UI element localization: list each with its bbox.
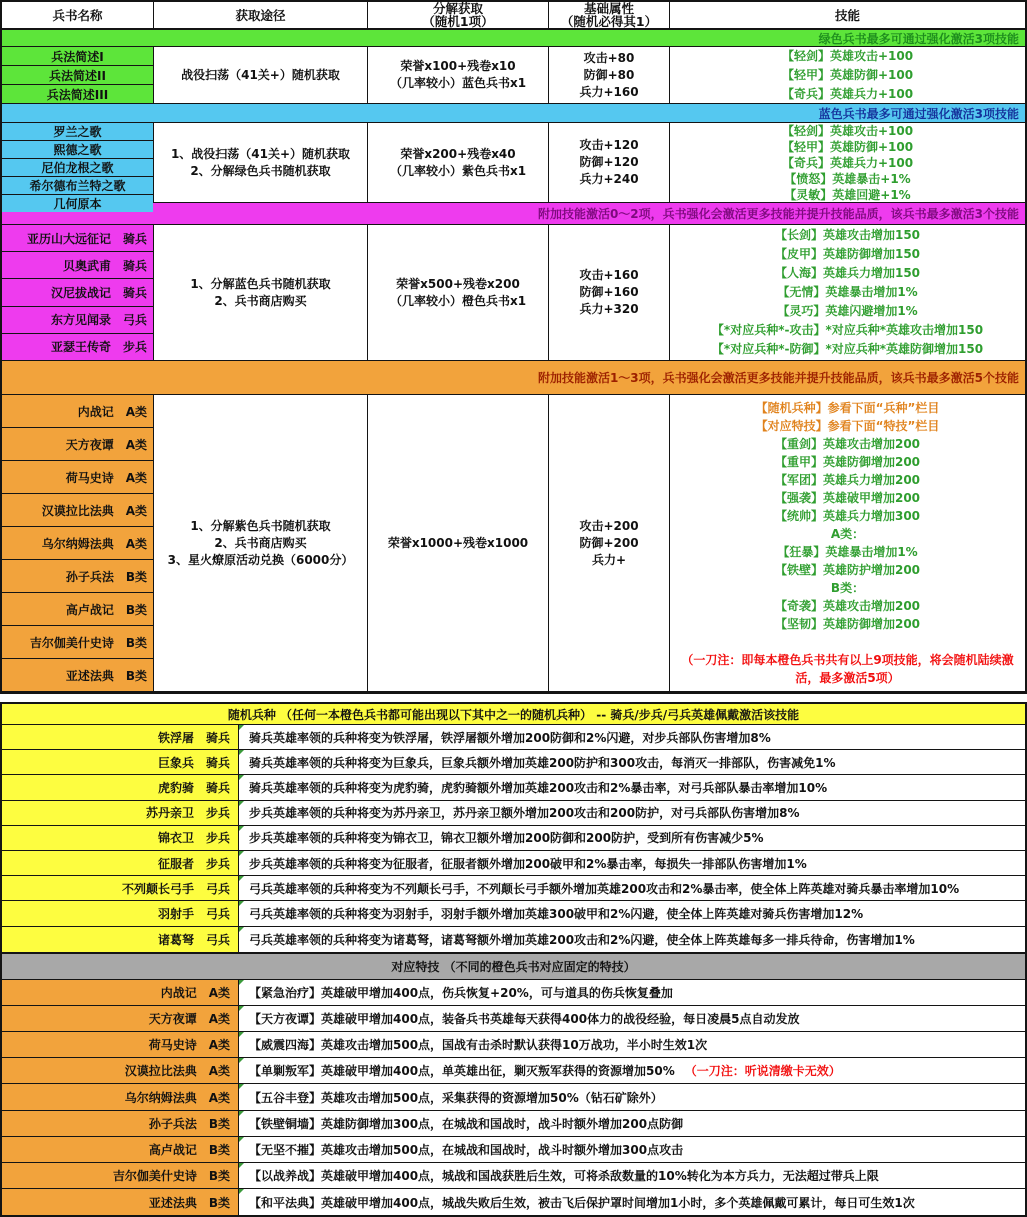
blue-tier-banner: 蓝色兵书最多可通过强化激活3项技能 <box>2 104 1025 123</box>
special-book-class: A类 <box>208 1011 230 1026</box>
special-name-cell <box>2 1111 239 1136</box>
troop-desc: 步兵英雄率领的兵种将变为征服者，征服者额外增加200破甲和2%暴击率，每损失一排部队伤害增加1% <box>249 856 807 871</box>
green-tier-banner: 绿色兵书最多可通过强化激活3项技能 <box>2 30 1025 47</box>
book-cell <box>2 626 153 659</box>
book-type: A类 <box>125 404 147 419</box>
book-cell <box>2 461 153 494</box>
attrs-cell: 攻击+120 防御+120 兵力+240 <box>549 123 670 202</box>
header-base-attrs: 基础属性 （随机必得其1） <box>549 2 670 28</box>
book-name: 熙德之歌 <box>53 143 102 157</box>
book-cell <box>2 428 153 461</box>
book-name: 荷马史诗 <box>65 470 114 485</box>
book-cell <box>2 225 153 252</box>
book-name: 汉尼拔战记 <box>50 286 111 300</box>
special-book-class: B类 <box>208 1169 230 1184</box>
troop-name-cell <box>2 901 239 925</box>
special-desc-cell <box>239 1137 1025 1162</box>
troop-desc: 弓兵英雄率领的兵种将变为不列颠长弓手，不列颠长弓手额外增加英雄200攻击和2%暴击率，使全体上阵英雄对骑兵暴击率增加10% <box>249 881 960 896</box>
special-section-banner: 对应特技 （不同的橙色兵书对应固定的特技） <box>2 954 1025 980</box>
skill-line: 【轻剑】英雄攻击+100 <box>781 48 914 63</box>
book-cell <box>2 560 153 593</box>
special-desc: 【以战养战】英雄破甲增加400点，城战和国战获胜后生效，可将杀敌数量的10%转化为本方兵力，无法超过带兵上限 <box>249 1169 879 1184</box>
skill-line: 【军团】英雄兵力增加200 <box>774 473 921 487</box>
skill-line: 【无情】英雄暴击增加1% <box>777 285 918 299</box>
special-book-name: 荷马史诗 <box>148 1038 197 1053</box>
special-desc-cell <box>239 1032 1025 1057</box>
special-desc-cell <box>239 1111 1025 1136</box>
special-desc: 【天方夜谭】英雄破甲增加400点，装备兵书英雄每天获得400体力的战役经验，每日凌晨5点自动发放 <box>249 1011 800 1026</box>
special-skill-table <box>0 954 1027 1217</box>
skill-line: （一刀注：即每本橙色兵书共有以上9项技能，将会随机陆续激活，最多激活5项） <box>681 653 1014 685</box>
special-desc: 【单剿叛军】英雄破甲增加400点，单英雄出征，剿灭叛军获得的资源增加50% <box>249 1064 675 1079</box>
special-book-class: A类 <box>208 985 230 1000</box>
troop-section-banner: 随机兵种 （任何一本橙色兵书都可能出现以下其中之一的随机兵种） -- 骑兵/步兵/弓兵英雄佩戴激活该技能 <box>2 704 1025 725</box>
book-name: 孙子兵法 <box>65 569 114 584</box>
book-cell <box>2 123 153 141</box>
troop-row <box>2 750 1025 775</box>
book-name: 兵法简述I <box>51 49 104 64</box>
special-name-cell <box>2 1189 239 1215</box>
book-type: B类 <box>125 602 147 617</box>
special-name-cell <box>2 1084 239 1109</box>
troop-desc-cell <box>239 901 1025 925</box>
header-skills: 技能 <box>834 7 860 23</box>
skill-line: 【轻甲】英雄防御+100 <box>781 139 914 154</box>
skills-cell <box>670 225 1025 360</box>
book-cell <box>2 195 153 212</box>
book-name: 罗兰之歌 <box>53 125 102 139</box>
book-name: 兵法简述II <box>49 68 106 83</box>
troop-desc: 弓兵英雄率领的兵种将变为诸葛弩，诸葛弩额外增加英雄200攻击和2%闪避，使全体上阵英雄每多一排兵待命，伤害增加1% <box>249 932 915 947</box>
skill-line: 【人海】英雄兵力增加150 <box>774 266 921 280</box>
book-name: 吉尔伽美什史诗 <box>29 635 114 650</box>
troop-class: 弓兵 <box>205 881 230 896</box>
troop-desc: 骑兵英雄率领的兵种将变为巨象兵，巨象兵额外增加英雄200防护和300攻击，每消灭一排部队，伤害减免1% <box>249 755 836 770</box>
troop-name: 不列颠长弓手 <box>121 881 194 896</box>
special-row <box>2 1032 1025 1058</box>
skill-line: 【随机兵种】参看下面“兵种”栏目 <box>755 401 940 415</box>
book-cell <box>2 47 153 66</box>
acquire-cell: 1、分解蓝色兵书随机获取 2、兵书商店购买 <box>154 225 368 360</box>
skill-line: 【*对应兵种*-攻击】*对应兵种*英雄攻击增加150 <box>711 323 984 337</box>
orange-book-column <box>2 395 154 691</box>
troop-name-cell <box>2 826 239 850</box>
skills-cell <box>670 47 1025 103</box>
special-row <box>2 1137 1025 1163</box>
troop-row <box>2 725 1025 750</box>
attrs-cell: 攻击+80 防御+80 兵力+160 <box>549 47 670 103</box>
special-row <box>2 1163 1025 1189</box>
book-type: B类 <box>125 569 147 584</box>
special-row <box>2 1189 1025 1215</box>
troop-class: 弓兵 <box>205 932 230 947</box>
skill-line: 【坚韧】英雄防御增加200 <box>774 617 921 631</box>
special-row <box>2 1111 1025 1137</box>
skill-line: B类： <box>830 581 865 595</box>
attrs-cell: 攻击+200 防御+200 兵力+ <box>549 395 670 691</box>
book-cell <box>2 66 153 85</box>
decompose-cell: 荣誉x100+残卷x10 （几率较小）蓝色兵书x1 <box>368 47 549 103</box>
special-book-class: B类 <box>208 1195 230 1210</box>
skill-line: 【轻剑】英雄攻击+100 <box>781 123 914 138</box>
acquire-cell: 1、分解紫色兵书随机获取 2、兵书商店购买 3、星火燎原活动兑换（6000分） <box>154 395 368 691</box>
special-desc: 【紧急治疗】英雄破甲增加400点，伤兵恢复+20%，可与道具的伤兵恢复叠加 <box>249 985 673 1000</box>
troop-row <box>2 927 1025 952</box>
green-tier-group <box>2 47 1025 104</box>
special-name-cell <box>2 1137 239 1162</box>
skill-line: 【重剑】英雄攻击增加200 <box>774 437 921 451</box>
book-type: 骑兵 <box>122 286 147 300</box>
blue-tier-group <box>2 123 1025 211</box>
special-book-name: 内战记 <box>160 985 197 1000</box>
troop-desc: 步兵英雄率领的兵种将变为锦衣卫，锦衣卫额外增加200防御和200防护，受到所有伤害减少5% <box>249 831 764 846</box>
skill-line <box>844 633 852 651</box>
troop-name: 诸葛弩 <box>157 932 194 947</box>
special-name-cell <box>2 980 239 1005</box>
troop-desc: 步兵英雄率领的兵种将变为苏丹亲卫，苏丹亲卫额外增加200攻击和200防护，对弓兵部队伤害增加8% <box>249 806 800 821</box>
troop-class: 步兵 <box>205 856 230 871</box>
special-book-name: 孙子兵法 <box>148 1116 197 1131</box>
troop-name: 铁浮屠 <box>157 730 194 745</box>
special-name-cell <box>2 1006 239 1031</box>
book-name: 东方见闻录 <box>50 313 111 328</box>
troop-row <box>2 775 1025 800</box>
skills-cell <box>670 395 1025 691</box>
book-name: 亚瑟王传奇 <box>50 340 111 355</box>
skill-line: 【灵巧】英雄闪避增加1% <box>777 304 918 318</box>
troop-name-cell <box>2 927 239 952</box>
book-cell <box>2 659 153 691</box>
troop-type-table <box>0 702 1027 954</box>
special-row <box>2 1084 1025 1110</box>
skill-line: 【对应特技】参看下面“特技”栏目 <box>755 419 940 433</box>
book-name: 几何原本 <box>53 197 102 211</box>
book-cell <box>2 395 153 428</box>
book-type: 步兵 <box>122 340 147 355</box>
purple-tier-banner: 附加技能激活0～2项，兵书强化会激活更多技能并提升技能品质，该兵书最多激活3个技能 <box>2 203 1025 225</box>
special-book-name: 亚述法典 <box>148 1195 197 1210</box>
book-type: 弓兵 <box>122 313 147 328</box>
troop-class: 骑兵 <box>205 780 230 795</box>
orange-tier-group <box>2 395 1025 692</box>
section-gap <box>0 694 1027 702</box>
special-rows <box>2 980 1025 1216</box>
special-desc: 【铁壁铜墙】英雄防御增加300点，在城战和国战时，战斗时额外增加200点防御 <box>249 1116 684 1131</box>
purple-book-column <box>2 225 154 360</box>
special-book-name: 天方夜谭 <box>148 1011 197 1026</box>
skill-line: 【皮甲】英雄防御增加150 <box>774 247 921 261</box>
troop-desc-cell <box>239 801 1025 825</box>
book-name: 乌尔纳姆法典 <box>41 536 114 551</box>
header-row <box>2 2 1025 30</box>
decompose-cell: 荣誉x500+残卷x200 （几率较小）橙色兵书x1 <box>368 225 549 360</box>
skill-line: A类： <box>830 527 865 541</box>
special-book-class: A类 <box>208 1038 230 1053</box>
acquire-cell: 战役扫荡（41关+）随机获取 <box>154 47 368 103</box>
troop-row <box>2 826 1025 851</box>
troop-class: 步兵 <box>205 806 230 821</box>
special-desc: 【五谷丰登】英雄攻击增加500点，采集获得的资源增加50%（钻石矿除外） <box>249 1090 663 1105</box>
troop-class: 弓兵 <box>205 906 230 921</box>
special-desc-cell <box>239 980 1025 1005</box>
special-book-name: 汉谟拉比法典 <box>124 1064 197 1079</box>
special-note: （一刀注：听说清缴卡无效） <box>684 1064 841 1079</box>
troop-desc-cell <box>239 725 1025 749</box>
special-book-name: 乌尔纳姆法典 <box>124 1090 197 1105</box>
header-decompose: 分解获取 （随机1项） <box>368 2 549 28</box>
skill-line: 【统帅】英雄兵力增加300 <box>774 509 921 523</box>
decompose-cell: 荣誉x200+残卷x40 （几率较小）紫色兵书x1 <box>368 123 549 202</box>
troop-name: 虎豹骑 <box>157 780 194 795</box>
skill-line: 【长剑】英雄攻击增加150 <box>774 228 921 242</box>
book-type: A类 <box>125 470 147 485</box>
book-cell <box>2 279 153 306</box>
special-desc: 【无坚不摧】英雄攻击增加500点，在城战和国战时，战斗时额外增加300点攻击 <box>249 1142 684 1157</box>
troop-name: 羽射手 <box>157 906 194 921</box>
blue-book-column <box>2 123 154 211</box>
book-cell <box>2 307 153 334</box>
troop-name: 巨象兵 <box>157 755 194 770</box>
book-cell <box>2 141 153 159</box>
special-row <box>2 1058 1025 1084</box>
book-name: 兵法简述III <box>46 87 109 102</box>
header-book-name: 兵书名称 <box>2 2 154 28</box>
troop-class: 骑兵 <box>205 730 230 745</box>
special-name-cell <box>2 1058 239 1083</box>
special-desc-cell <box>239 1163 1025 1188</box>
orange-tier-banner: 附加技能激活1～3项，兵书强化会激活更多技能并提升技能品质，该兵书最多激活5个技能 <box>2 361 1025 395</box>
special-book-class: B类 <box>208 1142 230 1157</box>
book-name: 贝奥武甫 <box>62 258 111 273</box>
special-desc-cell <box>239 1058 1025 1083</box>
book-cell <box>2 527 153 560</box>
skill-line: 【强袭】英雄破甲增加200 <box>774 491 921 505</box>
troop-name-cell <box>2 775 239 799</box>
troop-desc-cell <box>239 775 1025 799</box>
troop-desc: 骑兵英雄率领的兵种将变为虎豹骑，虎豹骑额外增加英雄200攻击和2%暴击率，对弓兵部队暴击率增加10% <box>249 780 828 795</box>
special-book-name: 吉尔伽美什史诗 <box>112 1169 197 1184</box>
troop-name-cell <box>2 725 239 749</box>
book-type: B类 <box>125 668 147 683</box>
special-desc-cell <box>239 1084 1025 1109</box>
book-name: 亚历山大远征记 <box>26 231 111 246</box>
skill-line: 【奇袭】英雄攻击增加200 <box>774 599 921 613</box>
special-desc-cell <box>239 1006 1025 1031</box>
skill-line: 【奇兵】英雄兵力+100 <box>781 155 914 170</box>
special-row <box>2 1006 1025 1032</box>
book-cell <box>2 159 153 177</box>
book-type: B类 <box>125 635 147 650</box>
troop-name-cell <box>2 750 239 774</box>
special-name-cell <box>2 1163 239 1188</box>
book-name: 尼伯龙根之歌 <box>41 161 114 175</box>
troop-desc: 骑兵英雄率领的兵种将变为铁浮屠，铁浮屠额外增加200防御和2%闪避，对步兵部队伤害增加8% <box>249 730 771 745</box>
book-cell <box>2 252 153 279</box>
special-desc: 【威震四海】英雄攻击增加500点，国战有击杀时默认获得10万战功，半小时生效1次 <box>249 1038 708 1053</box>
book-cell <box>2 85 153 103</box>
troop-name-cell <box>2 851 239 875</box>
book-name: 内战记 <box>77 404 114 419</box>
green-book-column <box>2 47 154 103</box>
book-cell <box>2 494 153 527</box>
book-name: 希尔德布兰特之歌 <box>29 179 126 193</box>
header-acquire: 获取途径 <box>154 2 368 28</box>
troop-class: 步兵 <box>205 831 230 846</box>
book-type: A类 <box>125 536 147 551</box>
acquire-cell: 1、战役扫荡（41关+）随机获取 2、分解绿色兵书随机获取 <box>154 123 368 202</box>
troop-desc: 弓兵英雄率领的兵种将变为羽射手，羽射手额外增加英雄300破甲和2%闪避，使全体上阵英雄对骑兵伤害增加12% <box>249 906 864 921</box>
book-name: 高卢战记 <box>65 602 114 617</box>
skill-line: 【*对应兵种*-防御】*对应兵种*英雄防御增加150 <box>711 342 984 356</box>
skill-line: 【铁壁】英雄防护增加200 <box>774 563 921 577</box>
book-name: 汉谟拉比法典 <box>41 503 114 518</box>
skill-line: 【重甲】英雄防御增加200 <box>774 455 921 469</box>
skill-line: 【灵敏】英雄回避+1% <box>784 187 911 202</box>
special-book-class: B类 <box>208 1116 230 1131</box>
skill-line: 【轻甲】英雄防御+100 <box>781 67 914 82</box>
troop-name-cell <box>2 876 239 900</box>
purple-tier-group <box>2 225 1025 361</box>
special-book-class: A类 <box>208 1090 230 1105</box>
troop-row <box>2 851 1025 876</box>
troop-desc-cell <box>239 876 1025 900</box>
troop-rows <box>2 725 1025 952</box>
troop-desc-cell <box>239 750 1025 774</box>
book-type: A类 <box>125 503 147 518</box>
book-name: 天方夜谭 <box>65 437 114 452</box>
attrs-cell: 攻击+160 防御+160 兵力+320 <box>549 225 670 360</box>
book-cell <box>2 177 153 195</box>
book-type: 骑兵 <box>122 258 147 273</box>
special-name-cell <box>2 1032 239 1057</box>
book-type: 骑兵 <box>122 231 147 246</box>
troop-class: 骑兵 <box>205 755 230 770</box>
book-type: A类 <box>125 437 147 452</box>
troop-name: 锦衣卫 <box>157 831 194 846</box>
book-cell <box>2 593 153 626</box>
special-book-class: A类 <box>208 1064 230 1079</box>
decompose-cell: 荣誉x1000+残卷x1000 <box>368 395 549 691</box>
skill-line: 【愤怒】英雄暴击+1% <box>784 171 911 186</box>
skill-line: 【狂暴】英雄暴击增加1% <box>777 545 918 559</box>
special-book-name: 高卢战记 <box>148 1142 197 1157</box>
book-name: 亚述法典 <box>65 668 114 683</box>
troop-name: 征服者 <box>157 856 194 871</box>
book-cell <box>2 334 153 360</box>
troop-row <box>2 801 1025 826</box>
troop-name-cell <box>2 801 239 825</box>
special-desc: 【和平法典】英雄破甲增加400点，城战失败后生效，被击飞后保护罩时间增加1小时，多个英雄佩戴可累计，每日可生效1次 <box>249 1195 915 1210</box>
troop-desc-cell <box>239 851 1025 875</box>
skills-cell <box>670 123 1025 202</box>
troop-row <box>2 901 1025 926</box>
special-row <box>2 980 1025 1006</box>
troop-name: 苏丹亲卫 <box>145 806 194 821</box>
troop-desc-cell <box>239 927 1025 952</box>
troop-row <box>2 876 1025 901</box>
skill-line: 【奇兵】英雄兵力+100 <box>781 86 914 101</box>
troop-desc-cell <box>239 826 1025 850</box>
special-desc-cell <box>239 1189 1025 1215</box>
